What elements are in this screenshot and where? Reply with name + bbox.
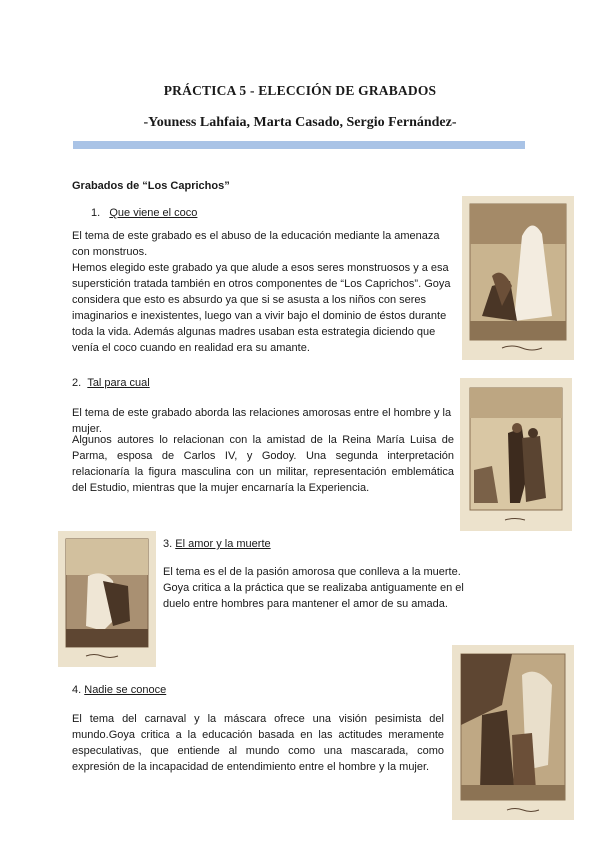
item-heading-3: 3. El amor y la muerte (163, 538, 271, 550)
engraving-el-amor-y-la-muerte (58, 531, 156, 667)
title-rule (73, 141, 525, 149)
engraving-tal-para-cual (460, 378, 572, 531)
engraving-que-viene-el-coco (462, 196, 574, 360)
item-2-paragraph-2: Algunos autores lo relacionan con la amistad de la Reina María Luisa de Parma, esposa de Carlos IV, y Godoy. Una segunda interpretación relacionaría la figura masculina con un militar, representación emblemática del Estudio, mientras que la mujer encarnaría la Experiencia. (72, 434, 454, 494)
item-title-1: Que viene el coco (109, 207, 198, 219)
item-heading-2: 2. Tal para cual (72, 377, 150, 389)
item-2-paragraph-1: El tema de este grabado aborda las relaciones amorosas entre el hombre y la mujer. (72, 407, 452, 435)
engraving-nadie-se-conoce (452, 645, 574, 820)
section-heading: Grabados de “Los Caprichos” (72, 180, 230, 192)
item-3-paragraph-1: El tema es el de la pasión amorosa que conlleva a la muerte. Goya critica a la práctica que se realizaba antiguamente en el duelo entre hombres para mantener el amor de su amada. (163, 566, 464, 610)
item-1-paragraph-2: Hemos elegido este grabado ya que alude a esos seres monstruosos y a esa superstición tratada también en otros componentes de “Los Caprichos”. Goya considera que esto es absurdo ya que si se asusta a los niños con seres imaginarios e inexistentes, luego van a vivir bajo el dominio de éstos durante toda la vida. Además algunas madres usaban esta estrategia diciendo que venía el coco cuando en realidad era su amante. (72, 262, 451, 354)
document-authors: -Youness Lahfaia, Marta Casado, Sergio Fernández- (143, 115, 457, 130)
item-heading-1: 1. Que viene el coco (91, 207, 198, 219)
item-title-4: Nadie se conoce (84, 684, 167, 696)
item-heading-4: 4. Nadie se conoce (72, 684, 167, 696)
item-title-3: El amor y la muerte (175, 538, 271, 550)
item-title-2: Tal para cual (87, 377, 150, 389)
item-4-paragraph-1: El tema del carnaval y la máscara ofrece una visión pesimista del mundo.Goya critica a la educación basada en las actitudes meramente especulativas, que entiende al mundo como una mascarada, como expresión de la incapacidad de entendimiento entre el hombre y la mujer. (72, 713, 444, 773)
item-1-paragraph-1: El tema de este grabado es el abuso de la educación mediante la amenaza con monstruos. (72, 230, 440, 258)
document-title: PRÁCTICA 5 - ELECCIÓN DE GRABADOS (163, 83, 437, 98)
